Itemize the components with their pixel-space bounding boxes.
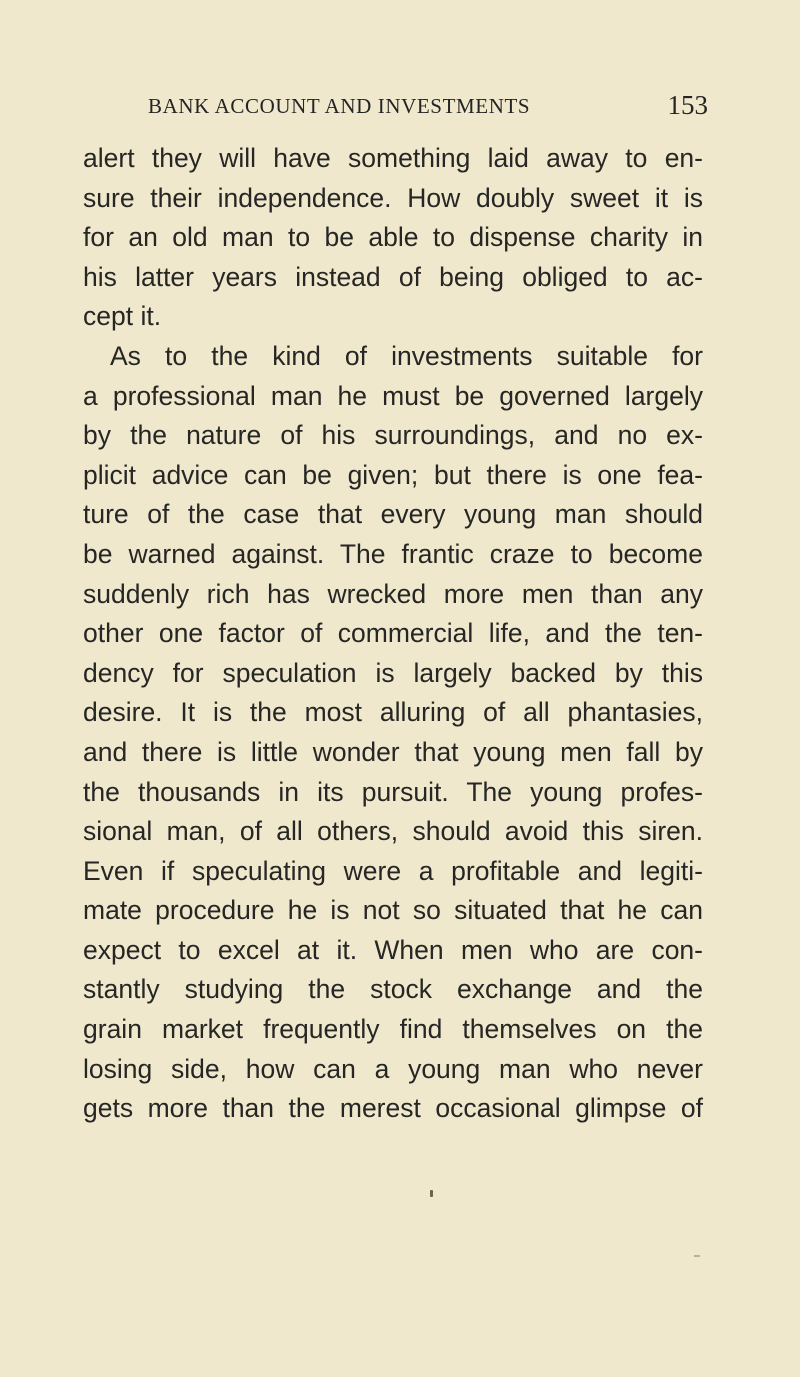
- text-line: and there is little wonder that young men fall by: [83, 736, 703, 767]
- text-line: stantly studying the stock exchange and the: [83, 974, 703, 1005]
- text-line: suddenly rich has wrecked more men than any: [83, 578, 703, 609]
- text-line: plicit advice can be given; but there is one fea-: [83, 459, 703, 490]
- text-line: sional man, of all others, should avoid this siren.: [83, 816, 703, 847]
- text-line: cept it.: [83, 301, 162, 332]
- text-line: ture of the case that every young man should: [83, 499, 703, 530]
- body-text: [83, 139, 703, 1129]
- page-number: 153: [667, 90, 708, 120]
- text-line: dency for speculation is largely backed by this: [83, 657, 703, 688]
- text-line: As to the kind of investments suitable for: [110, 340, 703, 371]
- text-line: a professional man he must be governed largely: [83, 380, 703, 411]
- text-line: his latter years instead of being obliged to ac-: [83, 261, 703, 292]
- text-line: alert they will have something laid away to en-: [83, 143, 703, 173]
- text-line: losing side, how can a young man who never: [83, 1053, 703, 1084]
- print-speck: [694, 1255, 700, 1257]
- text-line: expect to excel at it. When men who are con-: [83, 934, 703, 965]
- running-head: BANK ACCOUNT AND INVESTMENTS: [148, 94, 531, 118]
- page-header: [148, 90, 708, 130]
- text-line: other one factor of commercial life, and the ten-: [83, 618, 703, 649]
- text-line: the thousands in its pursuit. The young profes-: [83, 776, 703, 807]
- text-line: Even if speculating were a profitable and legiti-: [83, 855, 703, 886]
- print-speck: [430, 1190, 433, 1197]
- text-line: sure their independence. How doubly sweet it is: [83, 182, 703, 213]
- text-line: be warned against. The frantic craze to become: [83, 538, 703, 569]
- text-line: desire. It is the most alluring of all phantasies,: [83, 697, 703, 728]
- text-line: grain market frequently find themselves on the: [83, 1014, 703, 1045]
- text-line: for an old man to be able to dispense charity in: [83, 222, 703, 253]
- text-line: by the nature of his surroundings, and no ex-: [83, 420, 703, 451]
- text-line: mate procedure he is not so situated that he can: [83, 895, 703, 926]
- text-line: gets more than the merest occasional glimpse of: [83, 1093, 703, 1124]
